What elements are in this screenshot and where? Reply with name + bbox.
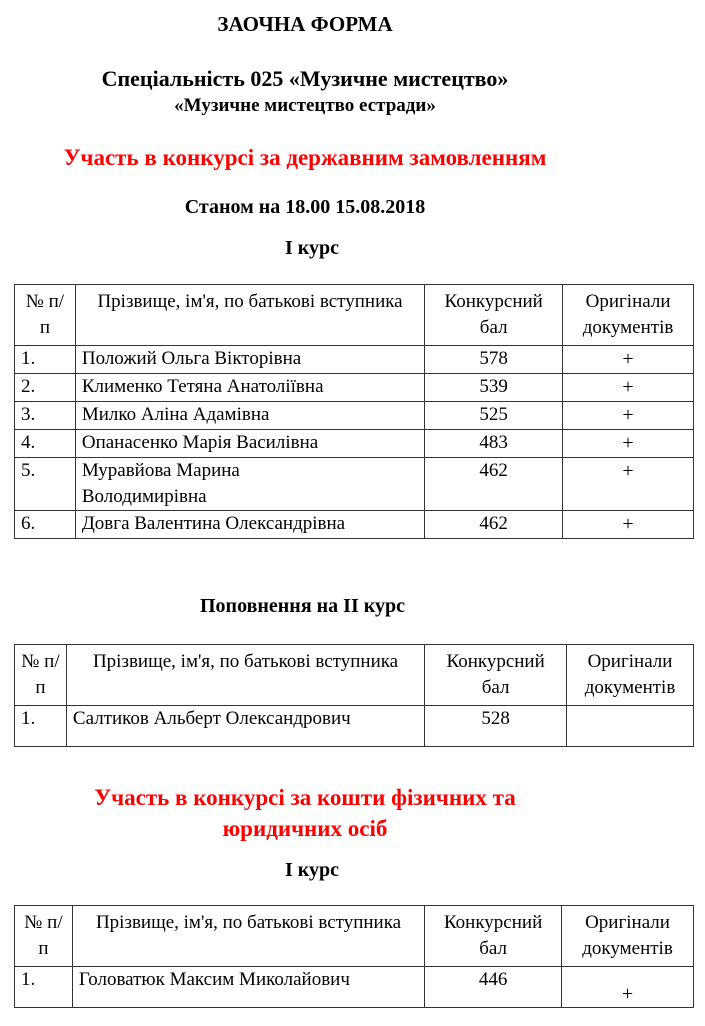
row-originals: + bbox=[563, 374, 694, 402]
row-score: 446 bbox=[425, 967, 562, 1008]
paid-course-heading: І курс bbox=[284, 859, 340, 881]
row-originals: + bbox=[563, 430, 694, 458]
row-num: 6. bbox=[15, 511, 76, 539]
row-name: Муравйова Марина Володимирівна bbox=[75, 458, 424, 511]
row-originals: + bbox=[563, 458, 694, 511]
row-score: 528 bbox=[425, 706, 567, 747]
form-title: ЗАОЧНА ФОРМА bbox=[217, 12, 393, 36]
table-row bbox=[15, 458, 694, 511]
row-score: 578 bbox=[425, 346, 563, 374]
header-num: № п/п bbox=[15, 906, 73, 967]
paid-table bbox=[14, 905, 694, 1008]
table-row bbox=[15, 706, 694, 747]
state-order-table bbox=[14, 284, 694, 539]
table-row bbox=[15, 430, 694, 458]
header-originals: Оригінали документів bbox=[562, 906, 694, 967]
header-originals: Оригінали документів bbox=[563, 285, 694, 346]
header-score: Конкурсний бал bbox=[425, 285, 563, 346]
paid-section-title bbox=[0, 782, 610, 844]
paid-section-title-line1: Участь в конкурсі за кошти фізичних та bbox=[94, 785, 516, 810]
row-name: Салтиков Альберт Олександрович bbox=[66, 706, 424, 747]
row-name: Головатюк Максим Миколайович bbox=[72, 967, 424, 1008]
row-originals: + bbox=[563, 511, 694, 539]
row-name: Милко Аліна Адамівна bbox=[75, 402, 424, 430]
row-num: 2. bbox=[15, 374, 76, 402]
row-score: 525 bbox=[425, 402, 563, 430]
header-num: № п/п bbox=[15, 285, 76, 346]
row-score: 462 bbox=[425, 511, 563, 539]
row-num: 5. bbox=[15, 458, 76, 511]
header-originals: Оригінали документів bbox=[567, 645, 694, 706]
row-num: 1. bbox=[15, 967, 73, 1008]
table-header-row bbox=[15, 906, 694, 967]
program-title: «Музичне мистецтво естради» bbox=[174, 95, 436, 116]
specialty-title: Спеціальність 025 «Музичне мистецтво» bbox=[101, 66, 509, 91]
row-num: 3. bbox=[15, 402, 76, 430]
row-originals bbox=[567, 706, 694, 747]
state-order-section-title: Участь в конкурсі за державним замовленням bbox=[63, 145, 547, 170]
row-num: 4. bbox=[15, 430, 76, 458]
header-name: Прізвище, ім'я, по батькові вступника bbox=[66, 645, 424, 706]
row-num: 1. bbox=[15, 346, 76, 374]
course-heading: І курс bbox=[284, 237, 340, 259]
header-score: Конкурсний бал bbox=[425, 906, 562, 967]
table-row bbox=[15, 346, 694, 374]
table-header-row bbox=[15, 285, 694, 346]
table-header-row bbox=[15, 645, 694, 706]
transfer-table bbox=[14, 644, 694, 747]
row-name: Опанасенко Марія Василівна bbox=[75, 430, 424, 458]
as-of-date: Станом на 18.00 15.08.2018 bbox=[184, 196, 426, 218]
table-row bbox=[15, 511, 694, 539]
row-name: Положий Ольга Вікторівна bbox=[75, 346, 424, 374]
paid-section-title-line2: юридичних осіб bbox=[222, 816, 388, 841]
header-score: Конкурсний бал bbox=[425, 645, 567, 706]
row-originals: + bbox=[563, 346, 694, 374]
row-originals: + bbox=[562, 967, 694, 1008]
header-name: Прізвище, ім'я, по батькові вступника bbox=[75, 285, 424, 346]
transfer-course-heading: Поповнення на ІІ курс bbox=[200, 595, 405, 617]
row-name: Довга Валентина Олександрівна bbox=[75, 511, 424, 539]
row-score: 462 bbox=[425, 458, 563, 511]
header-name: Прізвище, ім'я, по батькові вступника bbox=[72, 906, 424, 967]
table-row bbox=[15, 374, 694, 402]
row-name: Клименко Тетяна Анатоліївна bbox=[75, 374, 424, 402]
row-num: 1. bbox=[15, 706, 67, 747]
table-row bbox=[15, 402, 694, 430]
table-row bbox=[15, 967, 694, 1008]
row-originals: + bbox=[563, 402, 694, 430]
row-score: 539 bbox=[425, 374, 563, 402]
header-num: № п/п bbox=[15, 645, 67, 706]
row-score: 483 bbox=[425, 430, 563, 458]
